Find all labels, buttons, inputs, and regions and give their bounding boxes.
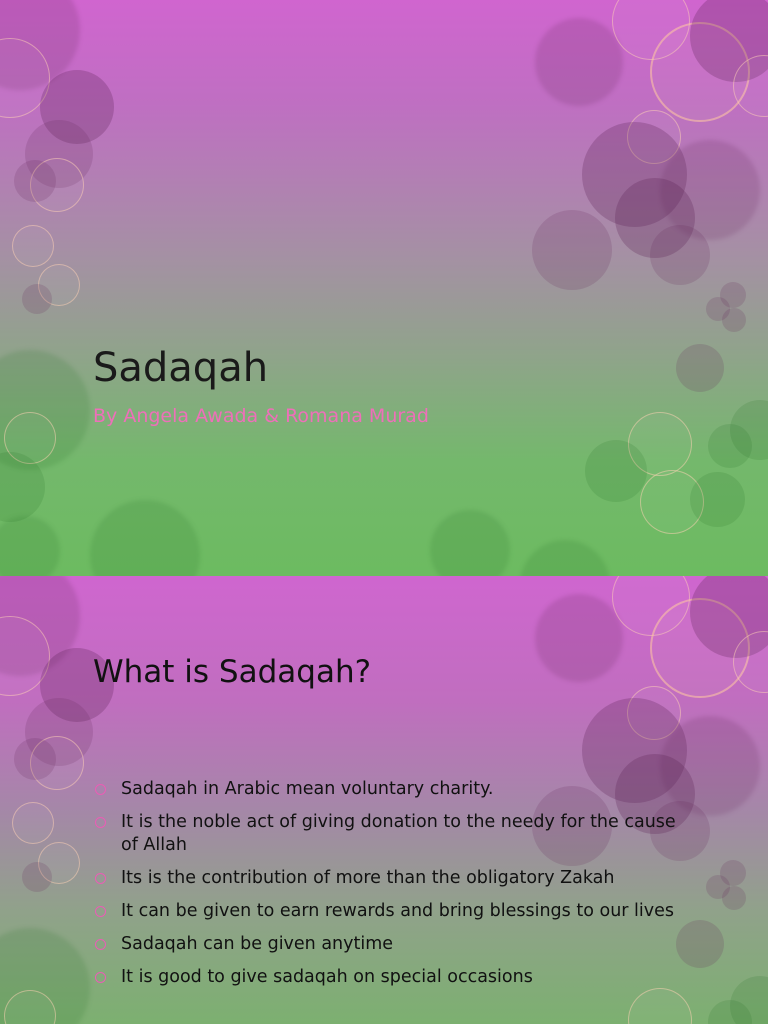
bokeh-circle	[0, 576, 80, 676]
bokeh-circle	[650, 598, 750, 698]
bullet-ring-icon	[95, 939, 106, 950]
bokeh-circle	[612, 576, 690, 636]
bokeh-circle	[733, 631, 768, 693]
bokeh-circle	[4, 990, 56, 1024]
bokeh-circle	[430, 510, 510, 576]
bokeh-circle	[535, 594, 623, 682]
bokeh-circle	[640, 470, 704, 534]
bokeh-circle	[38, 264, 80, 306]
bokeh-circle	[706, 875, 730, 899]
bokeh-circle	[660, 140, 760, 240]
bokeh-circle	[733, 55, 768, 117]
bullet-item	[94, 966, 694, 989]
bokeh-circle	[25, 120, 93, 188]
bokeh-circle	[532, 210, 612, 290]
bokeh-circle	[22, 284, 52, 314]
bullet-item	[94, 811, 694, 857]
bokeh-circle	[0, 38, 50, 118]
bullet-text: It is the noble act of giving donation to the needy for the cause of Allah	[121, 812, 676, 855]
bokeh-circle	[12, 225, 54, 267]
bokeh-circle	[650, 22, 750, 122]
bokeh-circle	[615, 178, 695, 258]
bokeh-circle	[582, 122, 687, 227]
bokeh-circle	[690, 472, 745, 527]
bullet-text: Sadaqah can be given anytime	[121, 934, 394, 954]
bullet-text: Sadaqah in Arabic mean voluntary charity.	[121, 779, 494, 799]
slide-subtitle: By Angela Awada & Romana Murad	[93, 405, 429, 427]
bokeh-circle	[520, 540, 610, 576]
bokeh-circle	[676, 344, 724, 392]
bullet-ring-icon	[95, 873, 106, 884]
slide-title: Sadaqah	[93, 345, 269, 391]
bullet-text: It can be given to earn rewards and bring blessings to our lives	[121, 901, 675, 921]
bokeh-circle	[650, 225, 710, 285]
bokeh-circle	[612, 0, 690, 60]
bokeh-circle	[0, 928, 90, 1024]
bokeh-circle	[585, 440, 647, 502]
bokeh-circle	[0, 350, 90, 470]
bokeh-circle	[722, 886, 746, 910]
bokeh-circle	[90, 500, 200, 576]
bokeh-circle	[627, 686, 681, 740]
bokeh-circle	[40, 70, 114, 144]
bullet-ring-icon	[95, 784, 106, 795]
bokeh-circle	[690, 0, 768, 82]
bokeh-circle	[720, 860, 746, 886]
bullet-text: It is good to give sadaqah on special occasions	[121, 967, 533, 987]
bullet-item	[94, 867, 694, 890]
bullet-ring-icon	[95, 817, 106, 828]
bokeh-circle	[706, 297, 730, 321]
bokeh-circle	[30, 158, 84, 212]
bullet-list	[94, 778, 694, 999]
slide-heading: What is Sadaqah?	[93, 654, 372, 690]
bokeh-circle	[0, 616, 50, 696]
bokeh-circle	[0, 516, 60, 576]
bullet-text: Its is the contribution of more than the obligatory Zakah	[121, 868, 615, 888]
bokeh-circle	[628, 412, 692, 476]
bullet-ring-icon	[95, 906, 106, 917]
bokeh-circle	[25, 698, 93, 766]
bokeh-circle	[708, 1000, 752, 1024]
bokeh-circle	[14, 738, 56, 780]
bokeh-circle	[730, 400, 768, 460]
content-slide	[0, 576, 768, 1024]
bokeh-circle	[30, 736, 84, 790]
bokeh-circle	[690, 576, 768, 658]
bokeh-circle	[14, 160, 56, 202]
bokeh-circle	[0, 452, 45, 522]
bullet-item	[94, 900, 694, 923]
bokeh-circle	[0, 0, 80, 90]
bokeh-circle	[708, 424, 752, 468]
bokeh-circle	[22, 862, 52, 892]
bokeh-circle	[720, 282, 746, 308]
bokeh-circle	[535, 18, 623, 106]
bokeh-circle	[627, 110, 681, 164]
bullet-ring-icon	[95, 972, 106, 983]
bokeh-circle	[730, 976, 768, 1024]
bokeh-circle	[4, 412, 56, 464]
bokeh-circle	[38, 842, 80, 884]
bokeh-circle	[12, 802, 54, 844]
bokeh-circle	[722, 308, 746, 332]
bullet-item	[94, 933, 694, 956]
bullet-item	[94, 778, 694, 801]
